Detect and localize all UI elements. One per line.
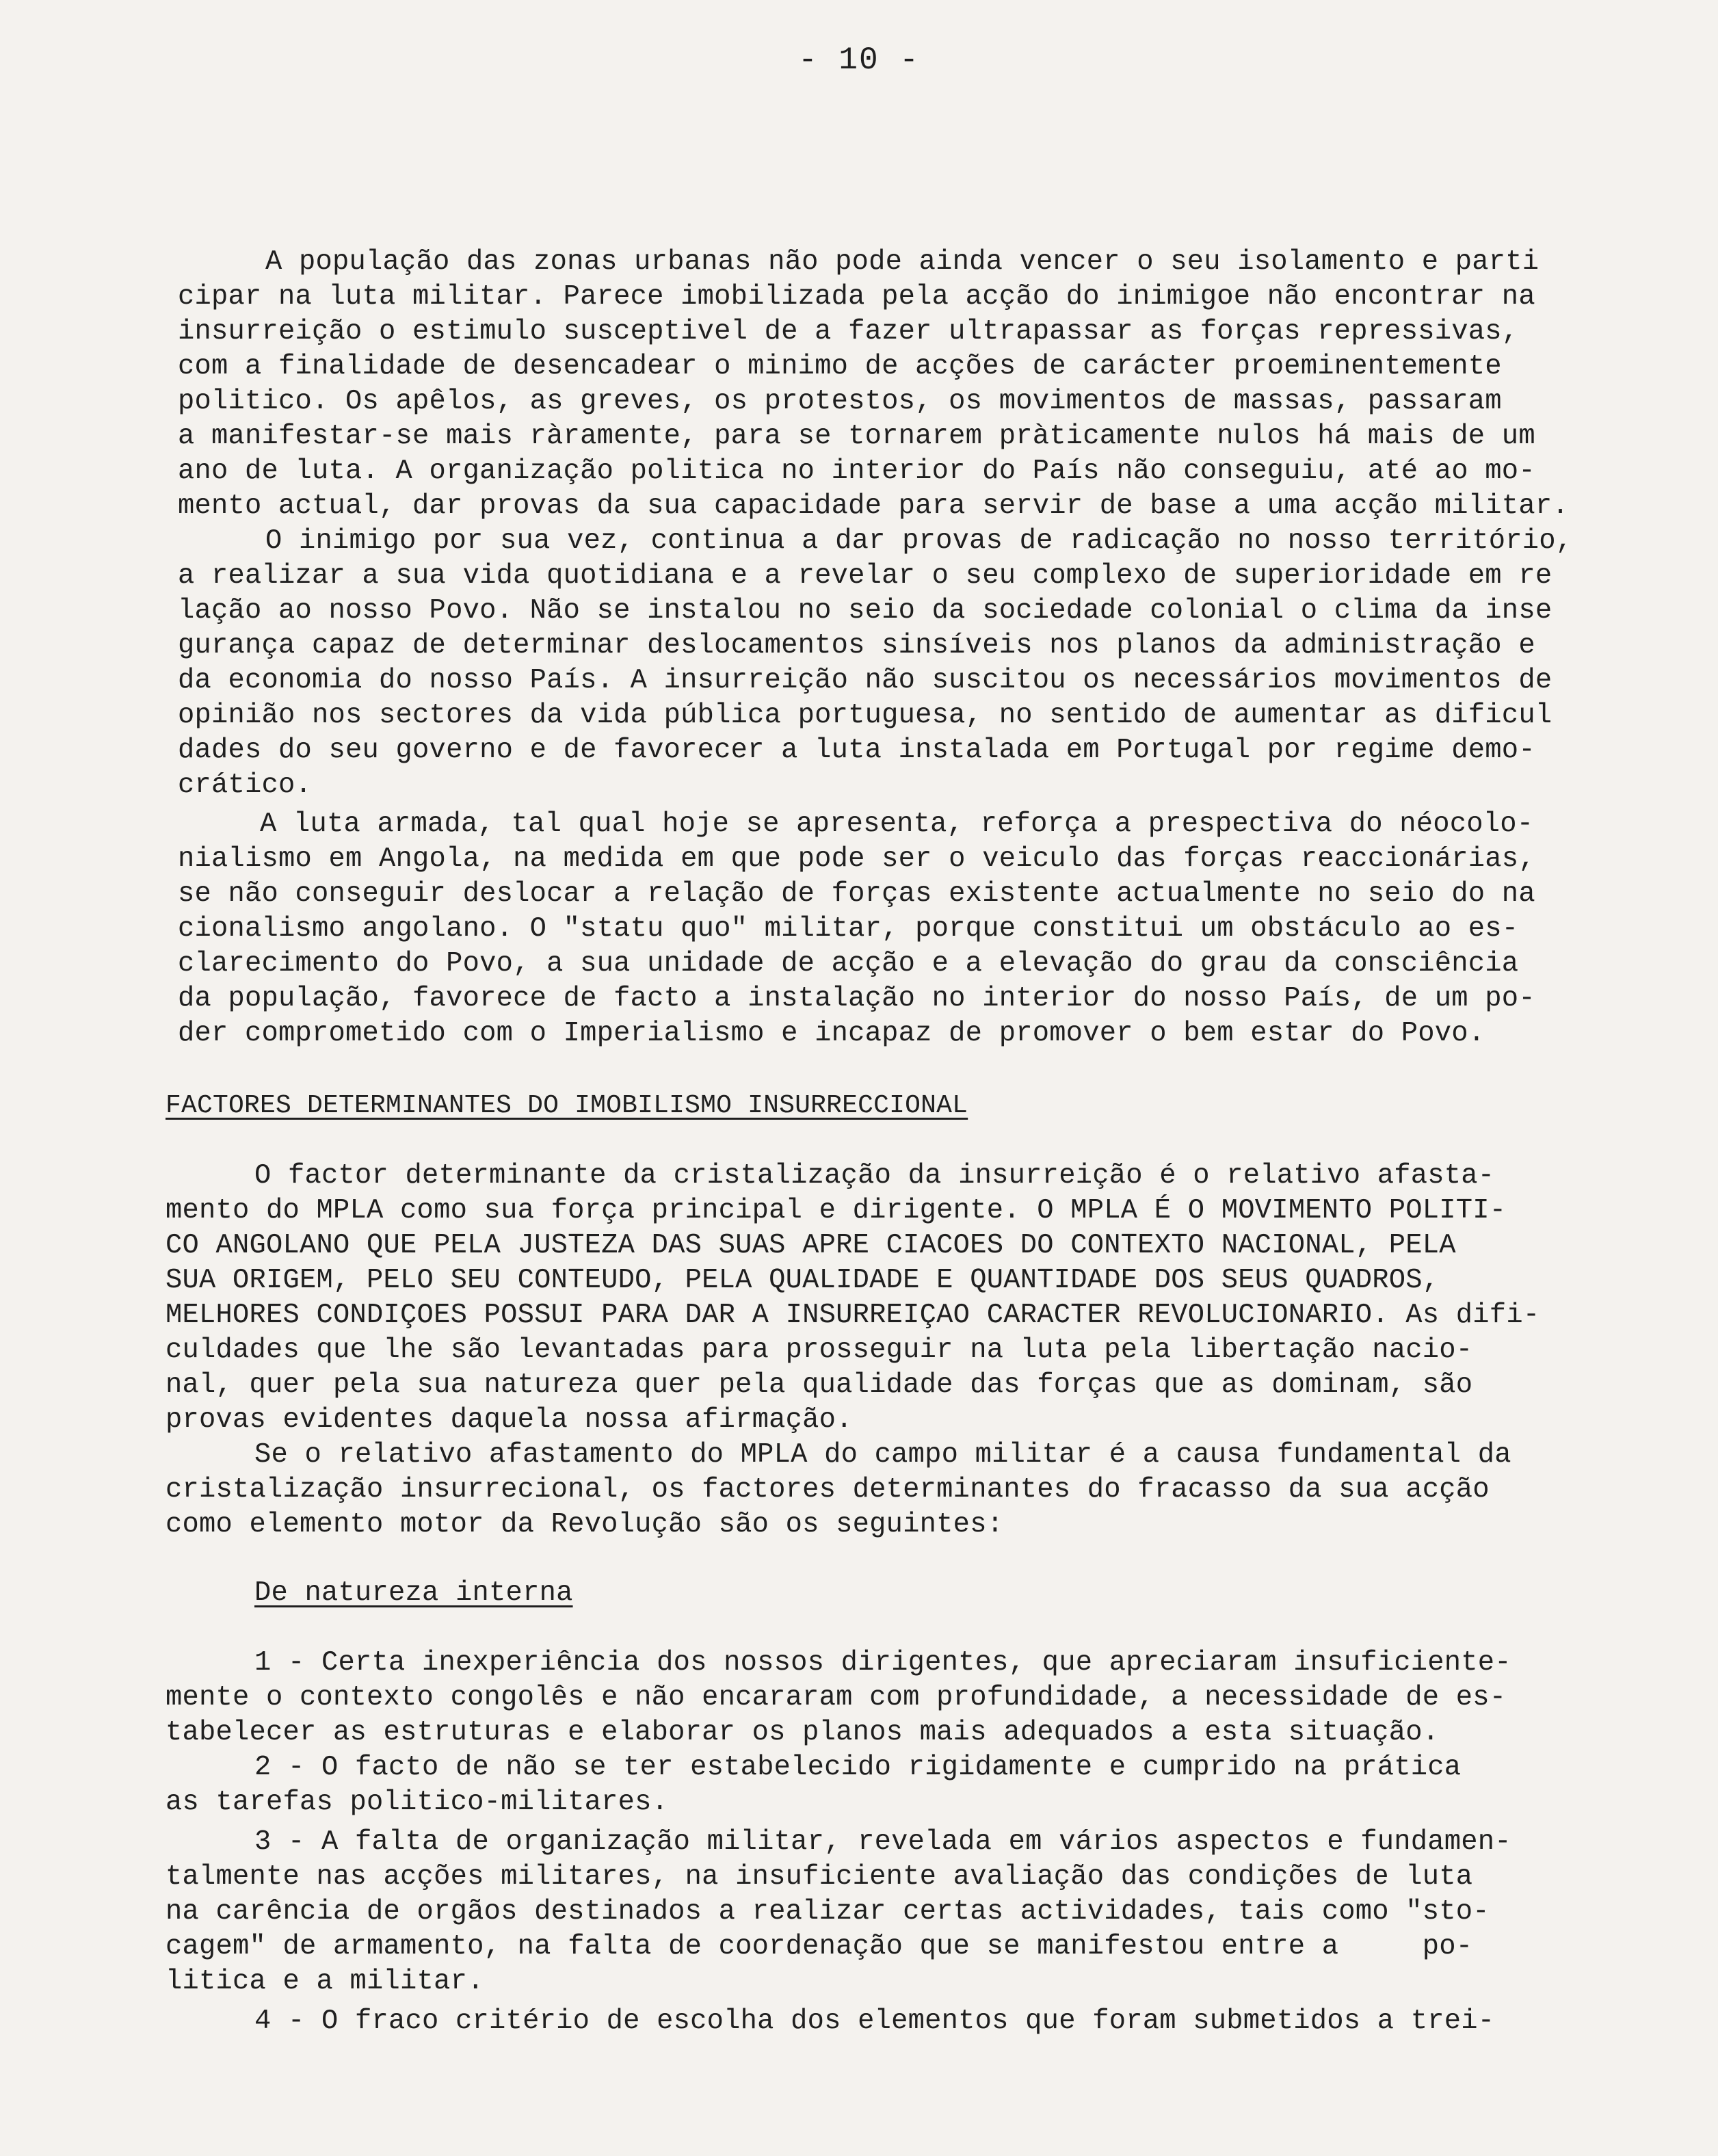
text-line: da população, favorece de facto a instalação no interior do nosso País, de um po- xyxy=(178,983,1535,1014)
text-line: politico. Os apêlos, as greves, os protestos, os movimentos de massas, passaram xyxy=(178,386,1502,417)
text-line: nialismo em Angola, na medida em que pode ser o veiculo das forças reaccionárias, xyxy=(178,843,1535,875)
text-line: culdades que lhe são levantadas para prosseguir na luta pela libertação nacio- xyxy=(166,1335,1473,1366)
text-line: insurreição o estimulo susceptivel de a fazer ultrapassar as forças repressivas, xyxy=(178,316,1519,347)
text-line: gurança capaz de determinar deslocamentos sinsíveis nos planos da administração e xyxy=(178,630,1535,661)
text-line: cionalismo angolano. O "statu quo" militar, porque constitui um obstáculo ao es- xyxy=(178,913,1519,945)
text-line: com a finalidade de desencadear o minimo de acções de carácter proeminentemente xyxy=(178,351,1502,382)
text-line: ano de luta. A organização politica no interior do País não conseguiu, até ao mo- xyxy=(178,456,1535,487)
text-line: cipar na luta militar. Parece imobilizada pela acção do inimigoe não encontrar na xyxy=(178,281,1535,313)
text-line: A luta armada, tal qual hoje se apresenta, reforça a prespectiva do néocolo- xyxy=(260,808,1534,840)
text-line: provas evidentes daquela nossa afirmação. xyxy=(166,1404,853,1436)
text-line: crático. xyxy=(178,770,313,801)
text-line: CO ANGOLANO QUE PELA JUSTEZA DAS SUAS APRE CIACOES DO CONTEXTO NACIONAL, PELA xyxy=(166,1230,1456,1261)
text-line: clarecimento do Povo, a sua unidade de acção e a elevação do grau da consciência xyxy=(178,948,1519,980)
text-line: tabelecer as estruturas e elaborar os planos mais adequados a esta situação. xyxy=(166,1717,1440,1748)
text-line: talmente nas acções militares, na insuficiente avaliação das condições de luta xyxy=(166,1861,1473,1893)
text-line: der comprometido com o Imperialismo e incapaz de promover o bem estar do Povo. xyxy=(178,1018,1485,1049)
text-line: 2 - O facto de não se ter estabelecido rigidamente e cumprido na prática xyxy=(254,1752,1462,1783)
subsection-heading: De natureza interna xyxy=(254,1577,573,1609)
text-line: A população das zonas urbanas não pode ainda vencer o seu isolamento e parti xyxy=(265,246,1539,278)
text-line: mento actual, dar provas da sua capacidade para servir de base a uma acção militar. xyxy=(178,490,1569,522)
text-line: cristalização insurrecional, os factores determinantes do fracasso da sua acção xyxy=(166,1474,1490,1506)
text-line: mente o contexto congolês e não encararam com profundidade, a necessidade de es- xyxy=(166,1682,1507,1713)
text-line: Se o relativo afastamento do MPLA do campo militar é a causa fundamental da xyxy=(254,1439,1511,1471)
text-line: da economia do nosso País. A insurreição não suscitou os necessários movimentos de xyxy=(178,665,1552,696)
page-number: - 10 - xyxy=(798,42,920,78)
text-line: a manifestar-se mais ràramente, para se tornarem pràticamente nulos há mais de um xyxy=(178,421,1535,452)
text-line: MELHORES CONDIÇOES POSSUI PARA DAR A INSURREIÇAO CARACTER REVOLUCIONARIO. As difi- xyxy=(166,1300,1540,1331)
text-line: opinião nos sectores da vida pública portuguesa, no sentido de aumentar as dificul xyxy=(178,700,1552,731)
text-line: cagem" de armamento, na falta de coordenação que se manifestou entre a po- xyxy=(166,1931,1473,1962)
text-line: como elemento motor da Revolução são os seguintes: xyxy=(166,1509,1004,1540)
text-line: a realizar a sua vida quotidiana e a revelar o seu complexo de superioridade em re xyxy=(178,560,1552,592)
text-line: na carência de orgãos destinados a realizar certas actividades, tais como "sto- xyxy=(166,1896,1490,1928)
text-line: se não conseguir deslocar a relação de forças existente actualmente no seio do na xyxy=(178,878,1535,910)
text-line: 1 - Certa inexperiência dos nossos dirigentes, que apreciaram insuficiente- xyxy=(254,1647,1511,1679)
text-line: SUA ORIGEM, PELO SEU CONTEUDO, PELA QUALIDADE E QUANTIDADE DOS SEUS QUADROS, xyxy=(166,1265,1440,1296)
section-heading: FACTORES DETERMINANTES DO IMOBILISMO INSURRECCIONAL xyxy=(166,1091,968,1120)
text-line: as tarefas politico-militares. xyxy=(166,1787,669,1818)
text-line: O inimigo por sua vez, continua a dar provas de radicação no nosso território, xyxy=(265,525,1573,557)
text-line: lação ao nosso Povo. Não se instalou no seio da sociedade colonial o clima da inse xyxy=(178,595,1552,627)
text-line: mento do MPLA como sua força principal e dirigente. O MPLA É O MOVIMENTO POLITI- xyxy=(166,1195,1507,1226)
text-line: 4 - O fraco critério de escolha dos elementos que foram submetidos a trei- xyxy=(254,2006,1495,2037)
text-line: 3 - A falta de organização militar, revelada em vários aspectos e fundamen- xyxy=(254,1826,1511,1858)
text-line: nal, quer pela sua natureza quer pela qualidade das forças que as dominam, são xyxy=(166,1369,1473,1401)
text-line: litica e a militar. xyxy=(166,1966,484,1997)
text-line: O factor determinante da cristalização da insurreição é o relativo afasta- xyxy=(254,1160,1495,1192)
text-line: dades do seu governo e de favorecer a luta instalada em Portugal por regime demo- xyxy=(178,735,1535,766)
